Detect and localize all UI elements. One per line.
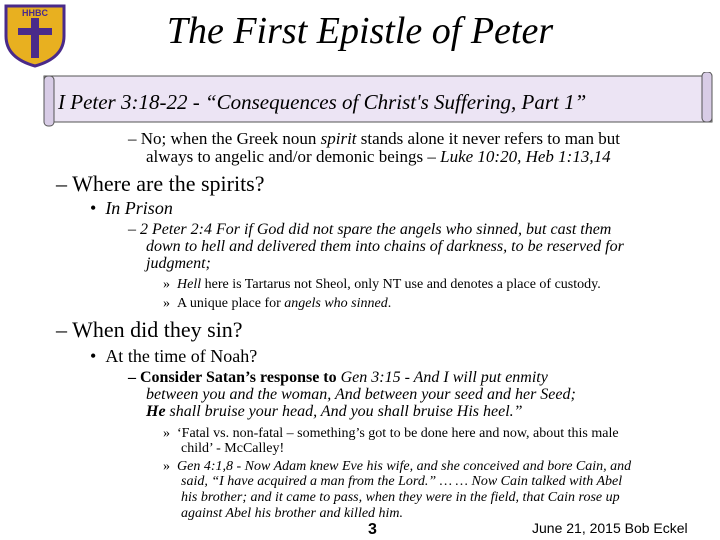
banner-heading: I Peter 3:18-22 - “Consequences of Christ's Suffering, Part 1” — [58, 90, 587, 114]
page-number: 3 — [368, 521, 377, 538]
list-item: – No; when the Greek noun spirit stands alone it never refers to man but — [128, 129, 620, 148]
list-item: » A unique place for angels who sinned. — [163, 296, 392, 311]
slide-title: The First Epistle of Peter — [166, 10, 554, 52]
quote-line: – 2 Peter 2:4 For if God did not spare the angels who sinned, but cast them — [128, 221, 612, 238]
heading-where: – Where are the spirits? — [56, 171, 265, 196]
bullet-in-prison: • In Prison — [90, 198, 173, 218]
list-item: – Consider Satan’s response to Gen 3:15 - And I will put enmity — [128, 369, 548, 386]
quote-line: He shall bruise your head, And you shall bruise His heel.” — [146, 403, 523, 420]
list-item-cont: his brother; and it came to pass, when they were in the field, that Cain rose up — [181, 490, 620, 505]
quote-line: judgment; — [146, 255, 211, 272]
list-item-cont: said, “I have acquired a man from the Lord.” … … Now Cain talked with Abel — [181, 474, 623, 489]
list-item: » ‘Fatal vs. non-fatal – something’s got to be done here and now, about this male — [163, 426, 619, 441]
footer-date: June 21, 2015 Bob Eckel — [532, 520, 688, 536]
bullet-noah: • At the time of Noah? — [90, 346, 258, 366]
quote-line: down to hell and delivered them into chains of darkness, to be reserved for — [146, 238, 624, 255]
list-item: » Gen 4:1,8 - Now Adam knew Eve his wife, and she conceived and bore Cain, and — [163, 459, 632, 474]
heading-when: – When did they sin? — [56, 317, 243, 342]
list-item-cont: against Abel his brother and killed him. — [181, 506, 404, 521]
list-item: » Hell here is Tartarus not Sheol, only NT use and denotes a place of custody. — [163, 277, 601, 292]
quote-line: between you and the woman, And between your seed and her Seed; — [146, 386, 576, 403]
logo-text: HHBC — [22, 8, 48, 18]
list-item-cont: child’ - McCalley! — [181, 441, 285, 456]
list-item: always to angelic and/or demonic beings – Luke 10:20, Heb 1:13,14 — [146, 147, 611, 166]
